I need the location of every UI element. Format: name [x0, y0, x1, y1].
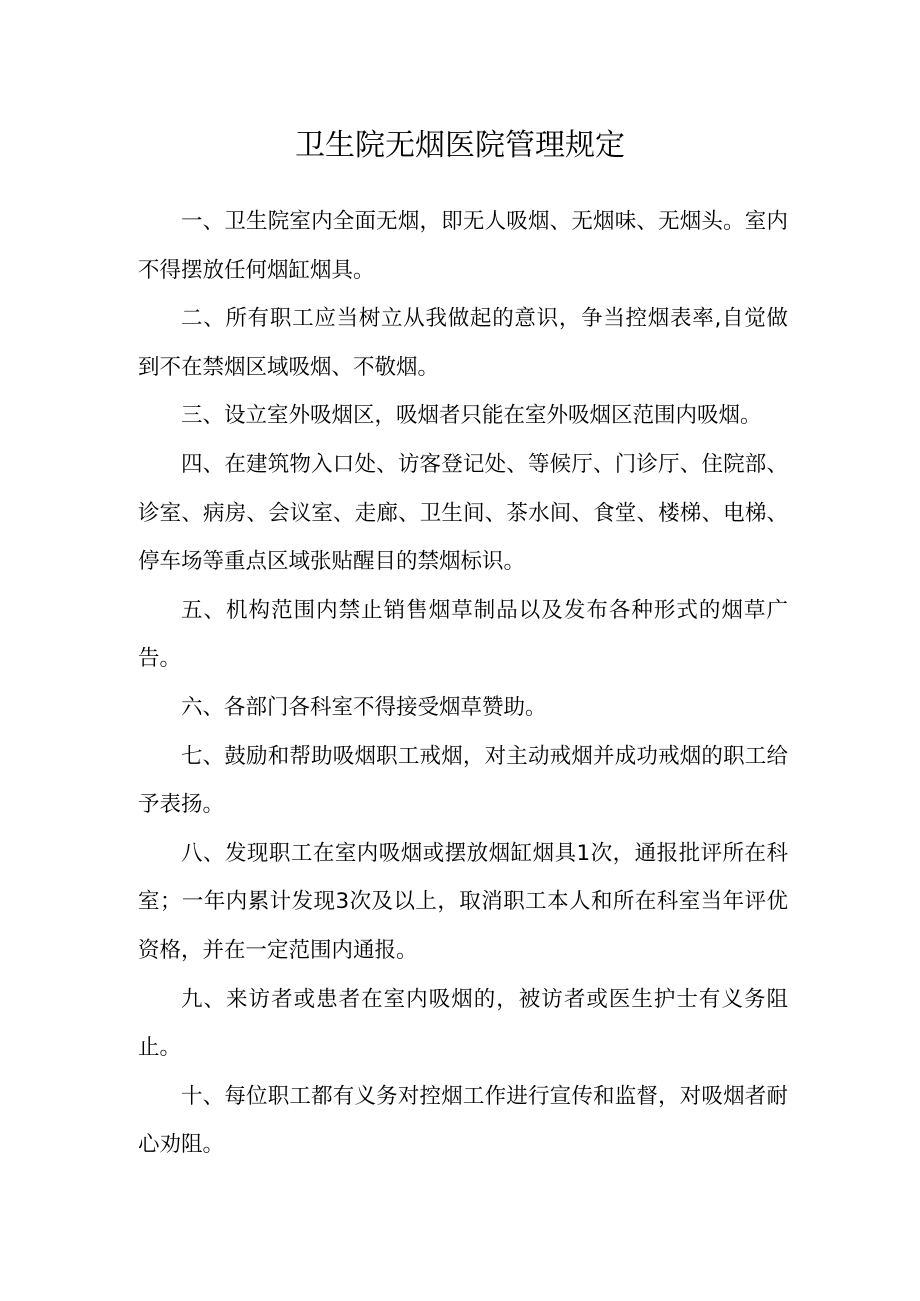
paragraph-8: 八、发现职工在室内吸烟或摆放烟缸烟具1次，通报批评所在科室；一年内累计发现3次及以上，取消职工本人和所在科室当年评优资格，并在一定范围内通报。 [138, 840, 788, 963]
paragraph-10: 十、每位职工都有义务对控烟工作进行宣传和监督，对吸烟者耐心劝阻。 [138, 1083, 788, 1158]
paragraph-6: 六、各部门各科室不得接受烟草赞助。 [181, 694, 547, 720]
paragraph-9: 九、来访者或患者在室内吸烟的，被访者或医生护士有义务阻止。 [138, 986, 788, 1061]
paragraph-2: 二、所有职工应当树立从我做起的意识，争当控烟表率,自觉做到不在禁烟区域吸烟、不敬烟。 [138, 306, 788, 380]
paragraph-7: 七、鼓励和帮助吸烟职工戒烟，对主动戒烟并成功戒烟的职工给予表扬。 [138, 743, 788, 818]
document-body [138, 198, 788, 1170]
paragraph-1: 一、卫生院室内全面无烟，即无人吸烟、无烟味、无烟头。室内不得摆放任何烟缸烟具。 [138, 209, 788, 283]
paragraph-3: 三、设立室外吸烟区，吸烟者只能在室外吸烟区范围内吸烟。 [181, 403, 762, 429]
paragraph-4: 四、在建筑物入口处、访客登记处、等候厅、门诊厅、住院部、诊室、病房、会议室、走廊、卫生间、茶水间、食堂、楼梯、电梯、停车场等重点区域张贴醒目的禁烟标识。 [138, 451, 788, 575]
document-title: 卫生院无烟医院管理规定 [295, 128, 625, 163]
paragraph-5: 五、机构范围内禁止销售烟草制品以及发布各种形式的烟草广告。 [138, 597, 788, 672]
